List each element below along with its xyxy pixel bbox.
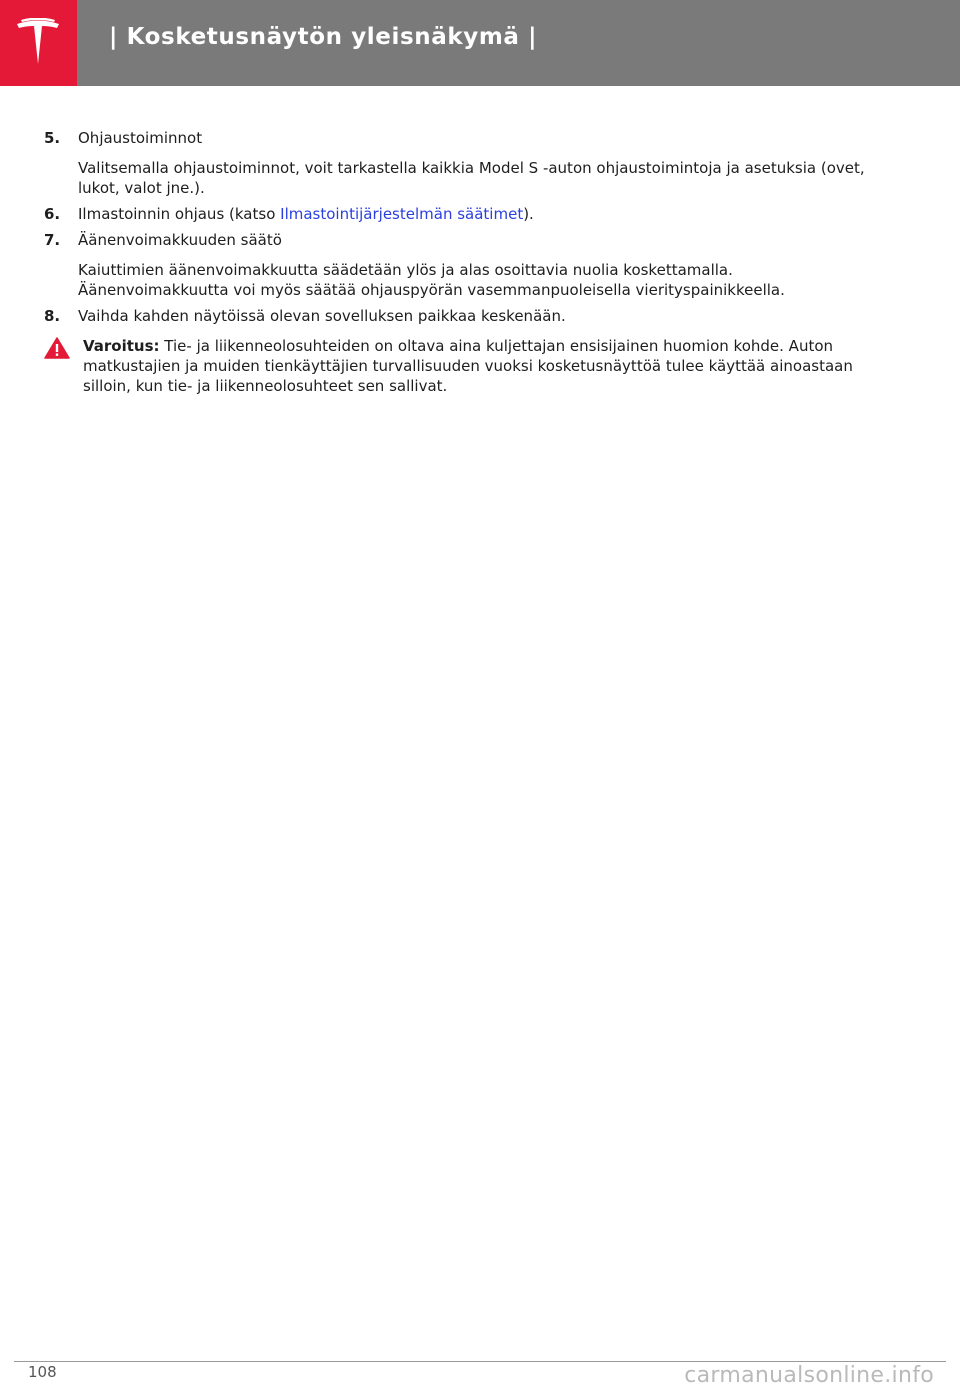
page-header <box>0 0 960 86</box>
item-number: 7. <box>44 231 61 249</box>
item-number: 5. <box>44 129 61 147</box>
tesla-logo <box>0 0 77 86</box>
item-description: Kaiuttimien äänenvoimakkuutta säädetään ylös ja alas osoittavia nuolia koskettamalla. Äänenvoimakkuutta voi myös säätää ohjauspyörän vasemmanpuoleisella vierityspainikkeella. <box>78 261 785 299</box>
warning-triangle-icon <box>44 337 70 364</box>
item-number: 6. <box>44 205 61 223</box>
list-item <box>44 230 874 300</box>
page-title: | Kosketusnäytön yleisnäkymä | <box>109 24 538 50</box>
warning-body: Tie- ja liikenneolosuhteiden on oltava aina kuljettajan ensisijainen huomion kohde. Auton matkustajien ja muiden tienkäyttäjien turvallisuuden vuoksi kosketusnäyttöä tulee käyttää ainoastaan silloin, kun tie- ja liikenneolosuhteet sen sallivat. <box>83 337 853 395</box>
item-title: Ohjaustoiminnot <box>78 129 203 147</box>
list-item <box>44 306 874 326</box>
item-title-prefix: Ilmastoinnin ohjaus (katso <box>78 205 281 223</box>
item-title: Vaihda kahden näytöissä olevan sovelluksen paikkaa keskenään. <box>78 307 566 325</box>
climate-controls-link[interactable]: Ilmastointijärjestelmän säätimet <box>280 205 524 223</box>
warning-label: Varoitus: <box>83 337 160 355</box>
item-title <box>78 204 874 224</box>
content <box>44 128 874 396</box>
list-item <box>44 128 874 198</box>
list-item <box>44 204 874 224</box>
watermark: carmanualsonline.info <box>684 1363 934 1388</box>
item-title: Äänenvoimakkuuden säätö <box>78 231 282 249</box>
page-number: 108 <box>28 1363 57 1381</box>
item-description: Valitsemalla ohjaustoiminnot, voit tarkastella kaikkia Model S -auton ohjaustoimintoja ja asetuksia (ovet, lukot, valot jne.). <box>78 159 865 197</box>
footer-divider <box>14 1361 946 1362</box>
tesla-logo-icon <box>15 18 61 68</box>
item-number: 8. <box>44 307 61 325</box>
warning-box <box>44 336 874 396</box>
warning-text <box>83 336 874 396</box>
item-title-suffix: ). <box>523 205 534 223</box>
